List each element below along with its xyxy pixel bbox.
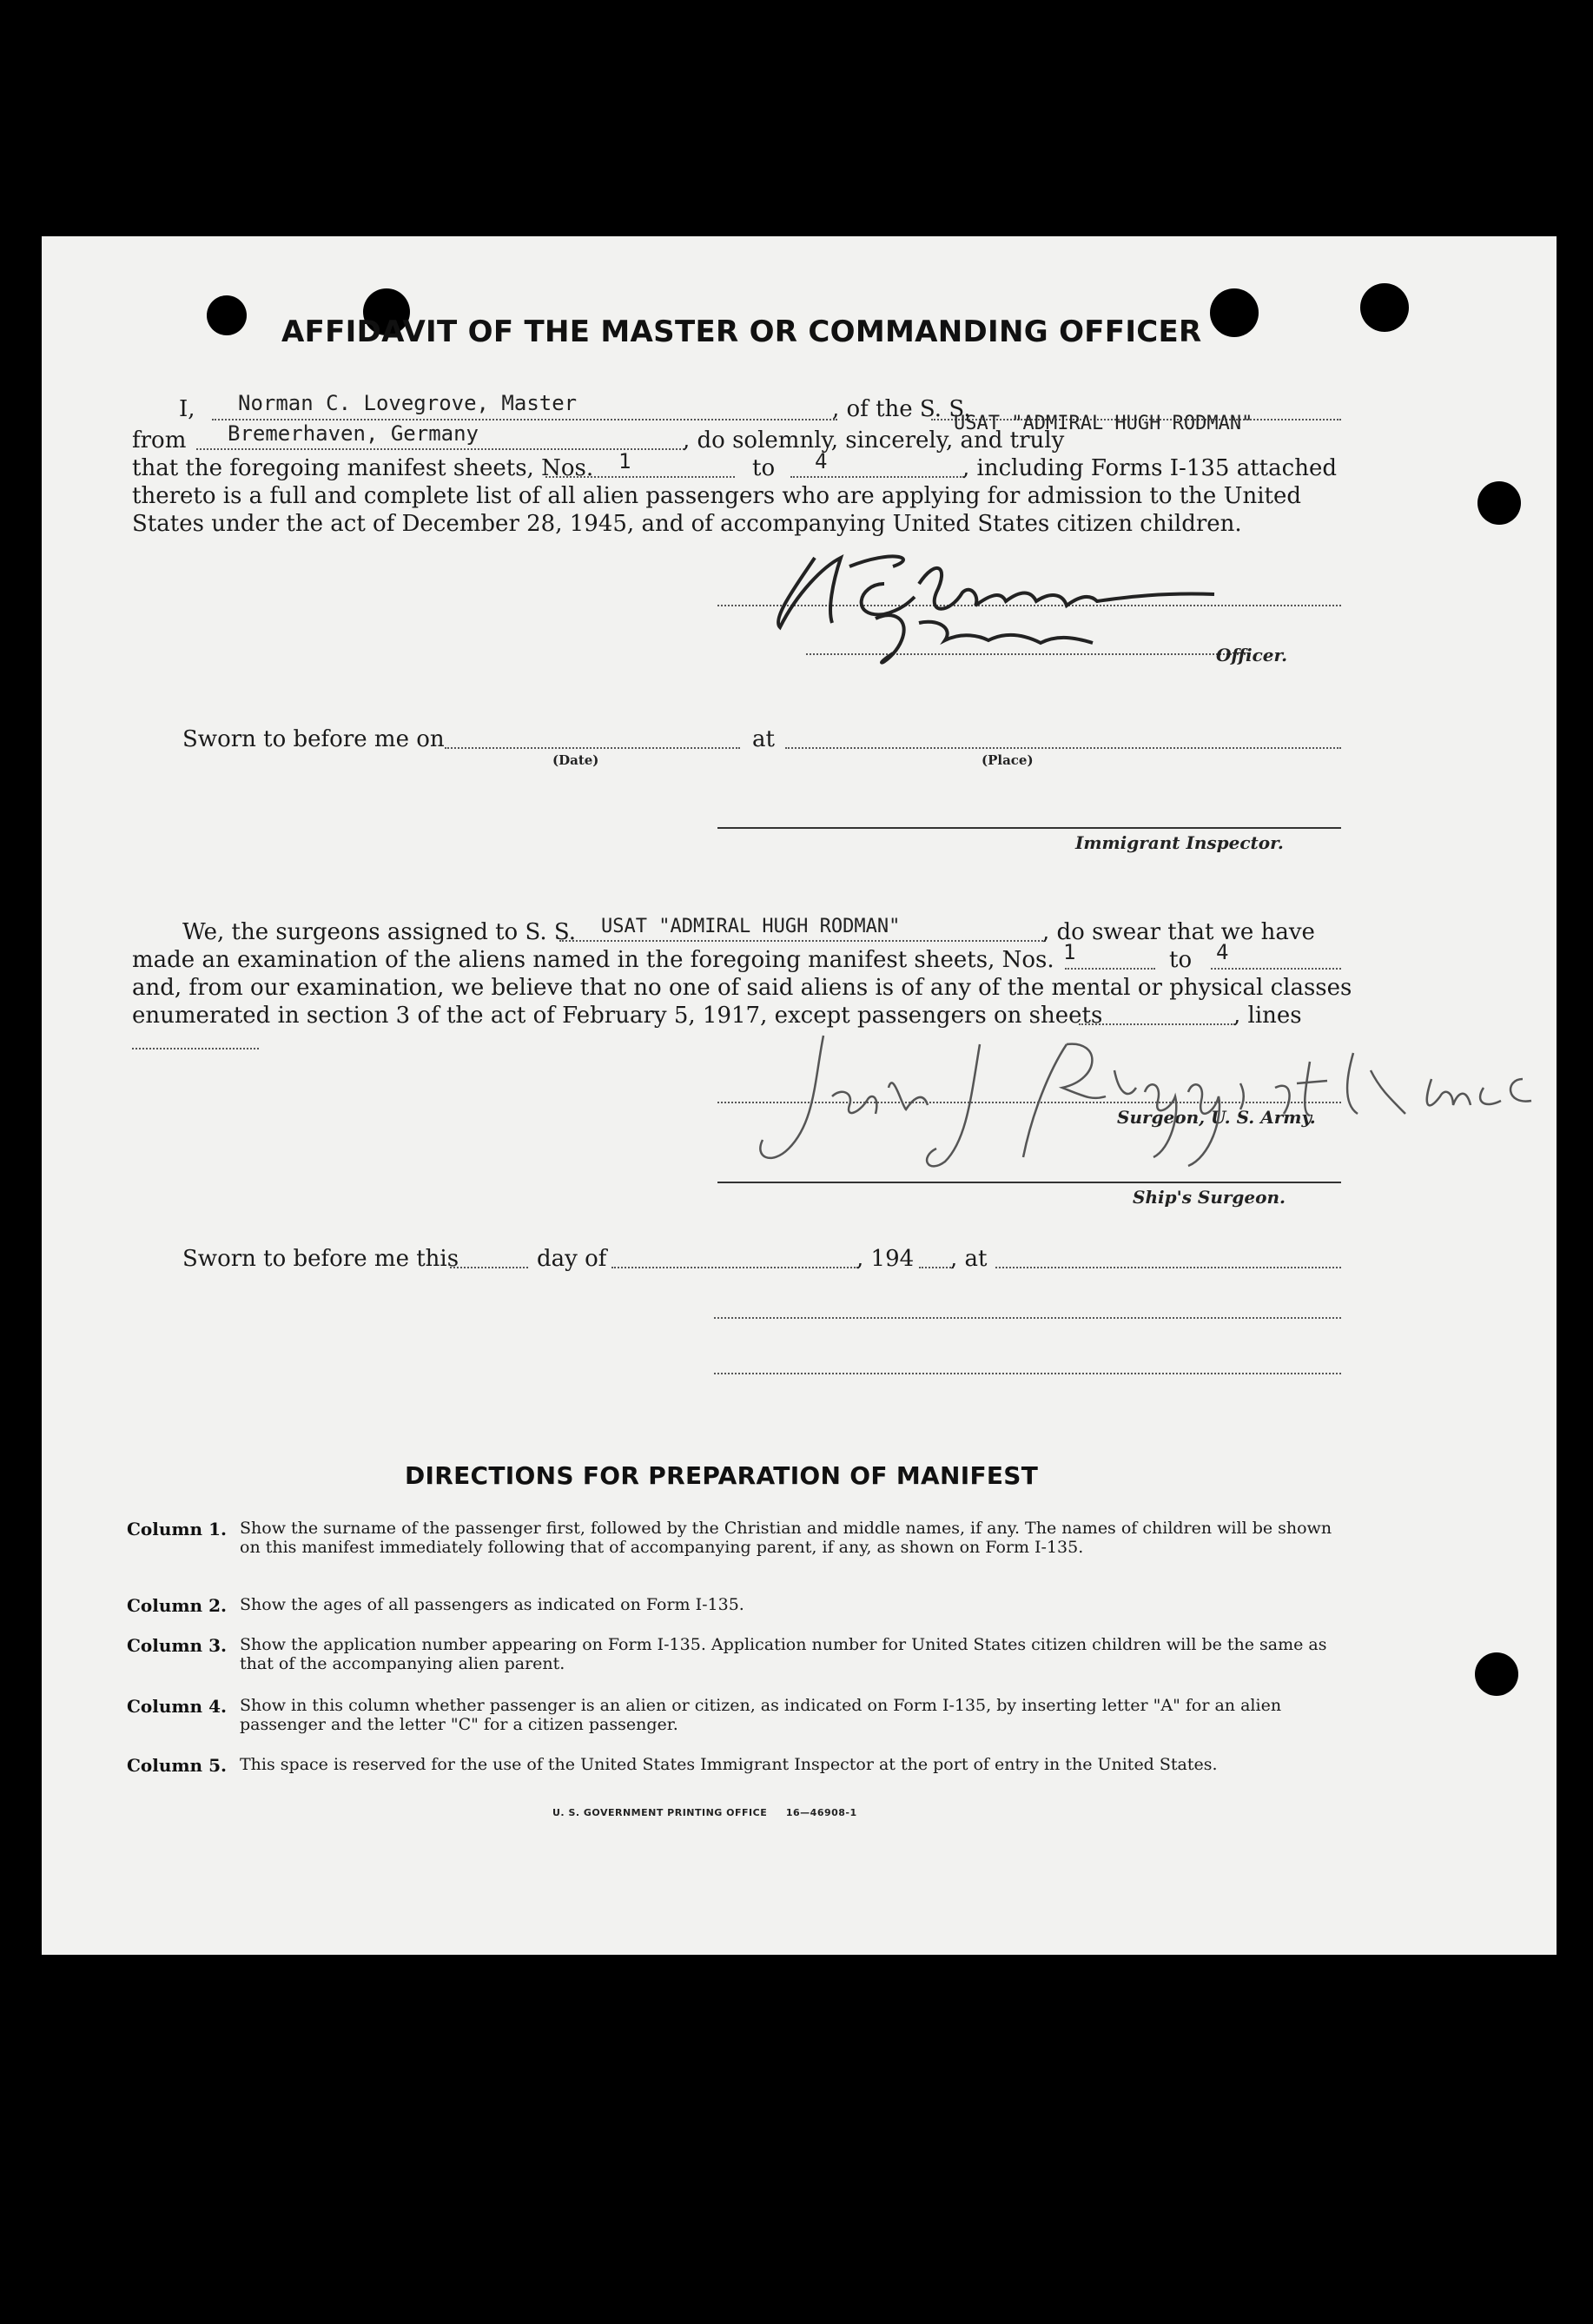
lines-label: , lines — [1233, 1003, 1302, 1029]
surgeons-line-4-pre: enumerated in section 3 of the act of February 5, 1917, except passengers on sheets — [132, 1003, 1103, 1029]
sheet-to-field[interactable]: 4 — [815, 449, 828, 473]
direction-1-label: Column 1. — [127, 1519, 227, 1539]
from-label: from — [132, 427, 187, 454]
sworn-month-line — [611, 1267, 858, 1268]
form-title: AFFIDAVIT OF THE MASTER OR COMMANDING OFFICER — [281, 315, 1202, 349]
direction-1-text: Show the surname of the passenger first, followed by the Christian and middle names, if any. The names of children will be shown on this manifest immediately following that of accompanying parent, if any, as shown on Form I-135. — [240, 1519, 1332, 1557]
i-label: I, — [179, 396, 195, 422]
surgeons-ship-line — [559, 940, 1046, 942]
sworn-day-line — [450, 1267, 528, 1268]
except-lines-line — [132, 1048, 259, 1049]
officer-caption: Officer. — [1216, 645, 1288, 665]
sworn-2-at-label: , at — [950, 1246, 988, 1272]
punch-hole — [1360, 283, 1409, 332]
printer-imprint: U. S. GOVERNMENT PRINTING OFFICE 16—46908-1 — [552, 1807, 857, 1818]
sworn-place-line — [785, 747, 1341, 749]
ship-surgeon-signature-line — [717, 1182, 1341, 1183]
inspector-signature-line — [717, 827, 1341, 829]
direction-2-text: Show the ages of all passengers as indicated on Form I-135. — [240, 1595, 744, 1614]
date-caption: (Date) — [552, 752, 599, 768]
form-page — [42, 236, 1557, 1955]
master-signature — [763, 532, 1301, 679]
affidavit-line-4: thereto is a full and complete list of all alien passengers who are applying for admission to the United — [132, 483, 1302, 509]
officer-line-2 — [714, 1373, 1341, 1374]
punch-hole — [207, 295, 247, 335]
sheet-from-field[interactable]: 1 — [618, 449, 631, 473]
including-text: , including Forms I-135 attached — [962, 455, 1337, 481]
day-of-label: day of — [537, 1246, 607, 1272]
directions-title: DIRECTIONS FOR PREPARATION OF MANIFEST — [405, 1461, 1039, 1490]
punch-hole — [1475, 1652, 1518, 1696]
sworn-year-line — [919, 1267, 954, 1268]
year-label: , 194 — [856, 1246, 915, 1272]
direction-2-label: Column 2. — [127, 1595, 227, 1616]
punch-hole — [1210, 288, 1259, 337]
surgeons-line-2-pre: made an examination of the aliens named in the foregoing manifest sheets, Nos. — [132, 947, 1054, 973]
direction-3-label: Column 3. — [127, 1635, 227, 1656]
sworn-label-1: Sworn to before me on — [182, 726, 445, 752]
surgeons-sheet-to-line — [1211, 968, 1341, 970]
port-line — [196, 448, 684, 450]
direction-4-label: Column 4. — [127, 1696, 227, 1717]
direction-4-text: Show in this column whether passenger is an alien or citizen, as indicated on Form I-135, by inserting letter "A" for an alien passenger and the letter "C" for a citizen passenger. — [240, 1696, 1282, 1734]
master-name-line — [212, 419, 837, 420]
direction-5-text: This space is reserved for the use of the United States Immigrant Inspector at the port of entry in the United States. — [240, 1755, 1218, 1774]
surgeon-caption: Surgeon, U. S. Army. — [1117, 1107, 1316, 1128]
sworn-date-line — [445, 747, 740, 749]
inspector-caption: Immigrant Inspector. — [1075, 832, 1284, 853]
sheet-from-line — [545, 476, 735, 478]
surgeons-sheet-from-line — [1065, 968, 1155, 970]
surgeons-ship-field[interactable]: USAT "ADMIRAL HUGH RODMAN" — [601, 916, 901, 937]
affidavit-line-5: States under the act of December 28, 1945, and of accompanying United States citizen children. — [132, 511, 1242, 537]
surgeons-sheet-to-field[interactable]: 4 — [1216, 940, 1229, 964]
surgeons-line-1-post: , do swear that we have — [1042, 919, 1315, 945]
master-name-field[interactable]: Norman C. Lovegrove, Master — [238, 391, 578, 415]
sworn-2-place-line — [995, 1267, 1341, 1268]
surgeons-line-1-pre: We, the surgeons assigned to S. S. — [182, 919, 577, 945]
officer-line-1 — [714, 1317, 1341, 1319]
ship-name-field[interactable]: USAT "ADMIRAL HUGH RODMAN" — [954, 413, 1253, 434]
direction-3-text: Show the application number appearing on Form I-135. Application number for United States citizen children will be the same as that of the accompanying alien parent. — [240, 1635, 1327, 1673]
surgeons-line-3: and, from our examination, we believe that no one of said aliens is of any of the mental or physical classes — [132, 975, 1352, 1001]
ship-surgeon-caption: Ship's Surgeon. — [1133, 1187, 1286, 1208]
direction-5-label: Column 5. — [127, 1755, 227, 1776]
to-label: to — [752, 455, 776, 481]
sheets-text: that the foregoing manifest sheets, Nos. — [132, 455, 594, 481]
of-ship-label: , of the S. S. — [832, 396, 971, 422]
solemnly-text: , do solemnly, sincerely, and truly — [683, 427, 1065, 454]
surgeons-sheet-from-field[interactable]: 1 — [1063, 940, 1076, 964]
port-field[interactable]: Bremerhaven, Germany — [228, 421, 479, 446]
punch-hole — [1477, 481, 1521, 525]
sheet-to-line — [790, 476, 964, 478]
place-caption: (Place) — [982, 752, 1034, 768]
surgeons-to-label: to — [1169, 947, 1193, 973]
surgeon-signature — [719, 1018, 1553, 1183]
sworn-at-label: at — [752, 726, 775, 752]
sworn-label-2: Sworn to before me this — [182, 1246, 459, 1272]
